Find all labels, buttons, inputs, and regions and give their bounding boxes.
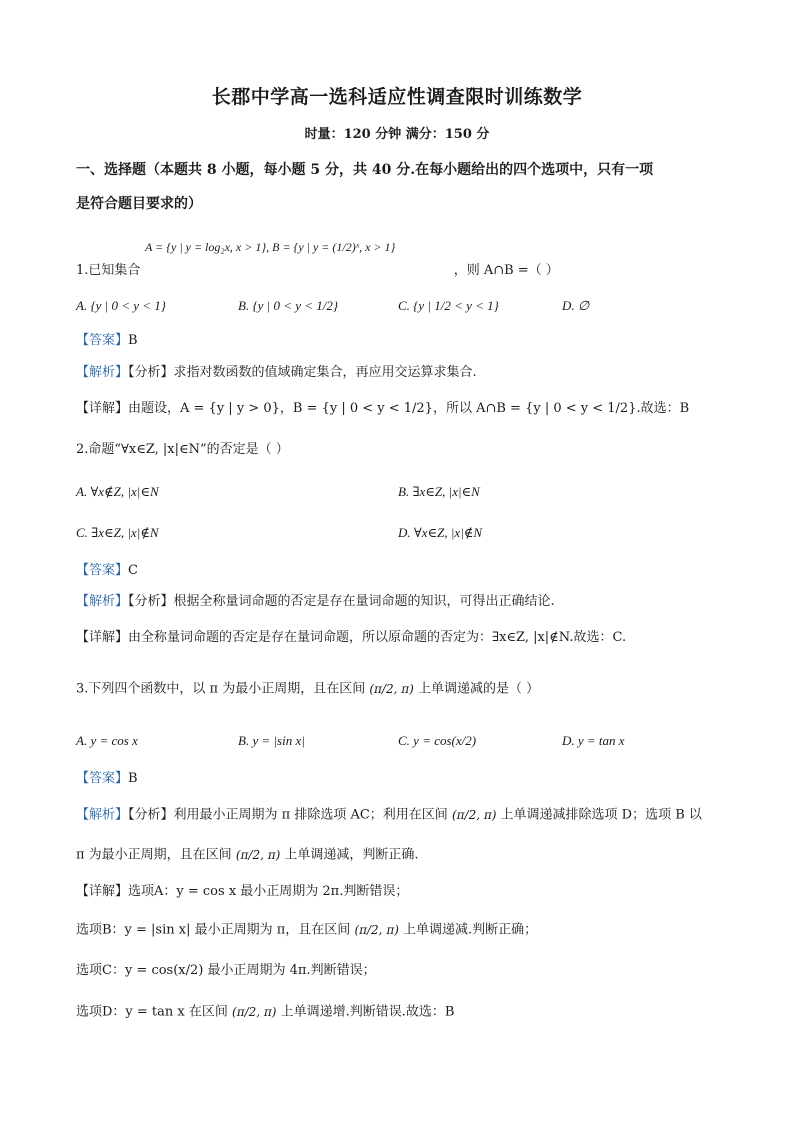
q3-detail-b-interval: (π/2, π) (354, 923, 399, 937)
q3-detail-tag: 【详解】 (76, 884, 129, 899)
q2-stem: 2.命题“∀x∈Z, |x|∈N”的否定是（ ） (76, 442, 289, 457)
q1-stem-post: ，则 A∩B =（ ） (453, 263, 559, 278)
q1-detail (76, 400, 689, 418)
q1-analysis (76, 364, 477, 382)
q1-option-a: A. {y | 0 < y < 1} (76, 298, 166, 313)
section-heading-line2: 是符合题目要求的） (76, 196, 202, 212)
q1-set-definition: A = {y | y = log₂x, x > 1}, B = {y | y = (1/2)ˣ, x > 1} (145, 240, 396, 254)
q3-detail-d-interval: (π/2, π) (232, 1005, 277, 1019)
q3-analysis-p4: 上单调递减，判断正确. (284, 847, 419, 863)
q1-analysis-text: 求指对数函数的值域确定集合，再应用交运算求集合. (173, 365, 477, 380)
q1-analysis-sub: 【分析】 (128, 365, 174, 380)
q2-detail-tag: 【详解】 (76, 630, 129, 645)
q1-answer-value: B (128, 333, 138, 348)
q3-detail-d-pre: 选项D：y = tan x 在区间 (76, 1004, 228, 1020)
q2-answer-value: C (128, 563, 138, 578)
q3-answer (76, 770, 138, 788)
q2-analysis-sub: 【分析】 (128, 594, 174, 609)
q2-answer (76, 562, 138, 580)
q3-analysis-p2: 上单调递减排除选项 D；选项 B 以 (500, 807, 702, 823)
q3-detail-b (76, 921, 537, 940)
q3-option-c: C. y = cos(x/2) (398, 733, 477, 748)
q2-option-c: C. ∃x∈Z, |x|∉N (76, 525, 159, 540)
q2-detail (76, 629, 626, 647)
q3-detail-b-pre: 选项B：y = |sin x| 最小正周期为 π，且在区间 (76, 922, 351, 938)
q3-stem (76, 680, 539, 699)
q2-analysis-text: 根据全称量词命题的否定是存在量词命题的知识，可得出正确结论. (173, 594, 555, 609)
q3-analysis-p3: π 为最小正周期，且在区间 (76, 847, 232, 863)
q3-option-b: B. y = |sin x| (238, 733, 305, 748)
q2-analysis-tag: 【解析】 (76, 594, 129, 609)
q2-option-b: B. ∃x∈Z, |x|∈N (398, 484, 480, 499)
q1-detail-tag: 【详解】 (76, 401, 129, 416)
q3-detail-d-post: 上单调递增.判断错误.故选：B (280, 1004, 455, 1020)
q3-detail-c: 选项C：y = cos(x/2) 最小正周期为 4π.判断错误； (76, 963, 376, 978)
q1-answer-tag: 【答案】 (76, 333, 129, 348)
q1-stem-pre: 1.已知集合 (76, 263, 141, 278)
q3-option-d: D. y = tan x (562, 733, 625, 748)
q1-stem (76, 262, 559, 280)
q2-analysis (76, 593, 555, 611)
q3-option-a: A. y = cos x (76, 733, 138, 748)
q3-stem-post: 上单调递减的是（ ） (417, 681, 540, 697)
q1-detail-text: 由题设，A = {y | y > 0}，B = {y | 0 < y < 1/2}，所以 A∩B = {y | 0 < y < 1/2}.故选：B (128, 401, 690, 416)
q3-analysis-line1 (76, 806, 702, 825)
q3-analysis-interval-2: (π/2, π) (235, 848, 281, 862)
q3-stem-pre: 3.下列四个函数中，以 π 为最小正周期，且在区间 (76, 681, 366, 697)
q1-option-c: C. {y | 1/2 < y < 1} (398, 298, 499, 313)
q3-detail-a-text: 选项A：y = cos x 最小正周期为 2π.判断错误； (128, 884, 409, 899)
q2-option-d: D. ∀x∈Z, |x|∉N (398, 525, 483, 540)
q3-answer-tag: 【答案】 (76, 771, 129, 786)
q3-analysis-p1: 利用最小正周期为 π 排除选项 AC；利用在区间 (173, 807, 448, 823)
q3-analysis-sub: 【分析】 (128, 807, 174, 823)
q3-interval: (π/2, π) (369, 682, 414, 696)
q3-analysis-line2 (76, 846, 419, 865)
q2-detail-text: 由全称量词命题的否定是存在量词命题，所以原命题的否定为：∃x∈Z, |x|∉N.故选：C. (128, 630, 627, 645)
page-subtitle: 时量：120 分钟 满分：150 分 (304, 127, 490, 142)
q3-analysis-interval-1: (π/2, π) (451, 808, 497, 822)
q1-analysis-tag: 【解析】 (76, 365, 129, 380)
section-heading-line1: 一、选择题（本题共 8 小题，每小题 5 分，共 40 分.在每小题给出的四个选项中，只有一项 (76, 162, 654, 178)
q2-answer-tag: 【答案】 (76, 563, 129, 578)
page-title: 长郡中学高一选科适应性调查限时训练数学 (211, 86, 583, 108)
q1-option-d: D. ∅ (562, 298, 590, 313)
q3-detail-b-post: 上单调递减.判断正确； (403, 922, 538, 938)
q2-option-a: A. ∀x∉Z, |x|∈N (76, 484, 159, 499)
q1-answer (76, 332, 138, 350)
q3-detail-d (76, 1003, 454, 1022)
q3-answer-value: B (128, 771, 138, 786)
q3-detail-a (76, 883, 408, 901)
q3-analysis-tag: 【解析】 (76, 807, 129, 823)
q1-option-b: B. {y | 0 < y < 1/2} (238, 298, 339, 313)
